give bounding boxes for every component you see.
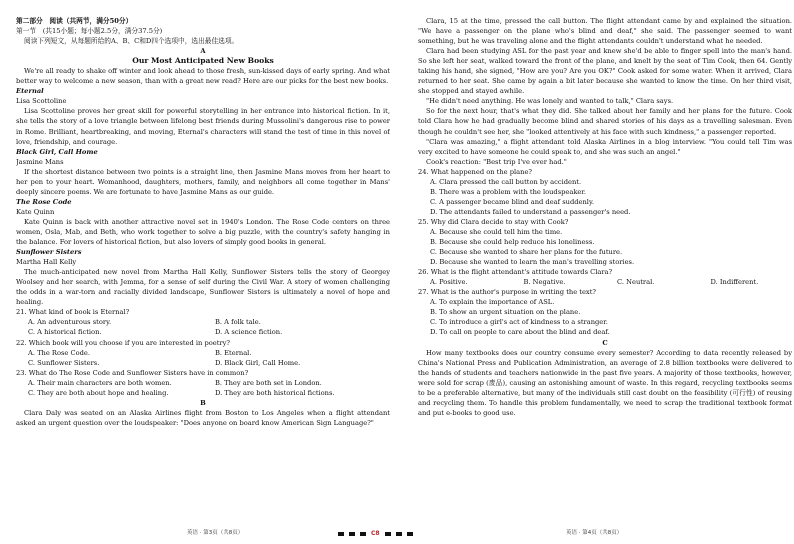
square-mark-icon xyxy=(360,532,366,536)
option: A. Clara pressed the call button by accident. xyxy=(430,177,582,186)
passage-c-text: How many textbooks does our country consume every semester? According to data recently released by China's National Press and Publication Administration, an average of 2.8 billion textbooks were delivered to the hands of students and teachers nationwide in the past five years. A majority of those textbooks, however, were sold for scrap (废品), causing an astonishing amount of waste. In this regard, recycling textbooks seems to be a preferable alternative, but many of the individuals still cast doubt on the feasibility (可行性) of reusing and recycling them. To handle this problem fundamentally, we need to scrap the traditional textbook format and put e-books to good use. xyxy=(418,348,792,417)
paragraph: Clara, 15 at the time, pressed the call button. The flight attendant came by and explained the situation. "We have a passenger on the plane who's blind and deaf," she said. The passenger seemed to want something, but he was traveling alone and the flight attendants couldn't understand what he needed. xyxy=(418,17,792,46)
option: D. Black Girl, Call Home. xyxy=(215,358,301,367)
part-header: 第二部分 阅读（共两节，满分50分） xyxy=(16,17,133,25)
option: C. A passenger became blind and deaf suddenly. xyxy=(430,197,594,206)
options-row xyxy=(16,388,390,398)
book-description: Kate Quinn is back with another attractive novel set in 1940's London. The Rose Code centers on three women, Osla, Mab, and Beth, who work together to solve a big puzzle, with the country's safety hanging in the balance. For lovers of historical fiction, but also lovers of simply good books in general. xyxy=(16,217,390,247)
option: A. Their main characters are both women. xyxy=(28,378,172,387)
passage-b-text: Clara Daly was seated on an Alaska Airlines flight from Boston to Los Angeles when a flight attendant asked an urgent question over the loudspeaker: "Does anyone on board know American Sign Language?" xyxy=(16,408,390,427)
option: A. To explain the importance of ASL. xyxy=(430,298,555,307)
options-row xyxy=(16,317,390,327)
right-page xyxy=(418,0,792,544)
paragraph: Clara had been studying ASL for the past year and knew she'd be able to finger spell into the man's hand. So she left her seat, walked toward the front of the plane, and knelt by the seat of Tim Cook, then 64. Gently taking his hand, she signed, "How are you? Are you OK?" Cook asked for some water. When it arrived, Clara returned to her seat. She came by again a bit later because she wanted to know the time. On her third visit, she stopped and stayed awhile. xyxy=(418,47,792,96)
option: B. A folk tale. xyxy=(215,318,261,327)
question-23: 23. What do The Rose Code and Sunflower Sisters have in common? xyxy=(16,368,249,377)
option: D. The attendants failed to understand a passenger's need. xyxy=(430,207,631,216)
option: A. Because she could tell him the time. xyxy=(430,227,563,236)
options-row xyxy=(16,327,390,337)
passage-a-intro: We're all ready to shake off winter and look ahead to those fresh, sun-kissed days of early spring. And what better way to welcome a new season, than with a great new read? Here are our picks for the best new books. xyxy=(16,67,390,86)
page-footer-left: 英语 · 第3页（共8页） xyxy=(187,530,244,536)
option: B. Negative. xyxy=(523,278,566,287)
instruction: 阅读下列短文，从每题所给的A、B、C和D四个选项中，选出最佳选项。 xyxy=(24,37,239,46)
option: B. To show an urgent situation on the plane. xyxy=(430,308,581,317)
page-center-marker xyxy=(338,530,413,537)
option: A. Positive. xyxy=(430,278,468,287)
passage-letter-a: A xyxy=(200,47,206,56)
option: B. They are both set in London. xyxy=(215,378,322,387)
option: D. Because she wanted to learn the man's travelling stories. xyxy=(430,258,635,267)
book-description: If the shortest distance between two points is a straight line, then Jasmine Mans moves from her heart to her pen to your heart. Womanhood, daughters, mothers, family, and neighbors all come together in Mans' deeply sincere poems. We are fortunate to have Jasmine Mans as our guide. xyxy=(16,167,390,196)
left-page xyxy=(16,0,390,544)
square-mark-icon xyxy=(407,532,413,536)
option: A. The Rose Code. xyxy=(28,348,91,357)
option: B. Because she could help reduce his loneliness. xyxy=(430,238,595,247)
option: B. Eternal. xyxy=(215,348,252,357)
option: C. Sunflower Sisters. xyxy=(28,358,100,367)
square-mark-icon xyxy=(349,532,355,536)
book-author: Jasmine Mans xyxy=(16,157,64,166)
question-22: 22. Which book will you choose if you are interested in poetry? xyxy=(16,338,230,347)
book-title: The Rose Code xyxy=(16,197,72,206)
question-25: 25. Why did Clara decide to stay with Cook? xyxy=(418,217,569,226)
book-title: Eternal xyxy=(16,87,44,96)
options-row xyxy=(16,358,390,368)
option: C. To introduce a girl's act of kindness to a stranger. xyxy=(430,318,608,327)
book-author: Lisa Scottoline xyxy=(16,97,67,106)
paragraph: "He didn't need anything. He was lonely and wanted to talk," Clara says. xyxy=(426,97,674,106)
square-mark-icon xyxy=(385,532,391,536)
option: D. To call on people to care about the blind and deaf. xyxy=(430,328,610,337)
question-26: 26. What is the flight attendant's attitude towards Clara? xyxy=(418,268,613,277)
paragraph: "Clara was amazing," a flight attendant told Alaska Airlines in a blog interview. "You could tell Tim was very excited to have someone he could speak to, and she was such an angel." xyxy=(418,137,792,156)
print-code: C8 xyxy=(371,530,380,537)
book-title: Black Girl, Call Home xyxy=(16,147,98,156)
option: C. Neutral. xyxy=(617,278,655,287)
square-mark-icon xyxy=(396,532,402,536)
option: A. An adventurous story. xyxy=(28,318,112,327)
book-description: Lisa Scottoline proves her great skill for powerful storytelling in her entrance into historical fiction. In it, she tells the story of a love triangle between lifelong best friends during Mussolini's dangerous rise to power in Rome. Brilliant, heartbreaking, and moving, Eternal's characters will stand the test of time in this novel of love, friendship, and courage. xyxy=(16,107,390,146)
passage-a-title: Our Most Anticipated New Books xyxy=(132,56,274,66)
page-footer-right: 英语 · 第4页（共8页） xyxy=(566,530,623,536)
book-author: Kate Quinn xyxy=(16,207,55,216)
option: D. Indifferent. xyxy=(710,278,759,287)
passage-letter-c: C xyxy=(602,338,608,347)
book-author: Martha Hall Kelly xyxy=(16,258,77,267)
book-title: Sunflower Sisters xyxy=(16,248,82,257)
paragraph: So for the next hour, that's what they did. She talked about her family and her plans for the future. Cook told Clara how he had gradually become blind and shared stories of his days as a travelling salesman. Even though he couldn't see her, she "looked attentively at his face with such kindness," a passenger reported. xyxy=(418,107,792,136)
question-27: 27. What is the author's purpose in writing the text? xyxy=(418,288,596,297)
question-21: 21. What kind of book is Eternal? xyxy=(16,308,130,317)
option: C. A historical fiction. xyxy=(28,328,102,337)
option: D. They are both historical fictions. xyxy=(215,388,335,397)
option: C. They are both about hope and healing. xyxy=(28,388,169,397)
question-24: 24. What happened on the plane? xyxy=(418,167,533,176)
square-mark-icon xyxy=(338,532,344,536)
paragraph: Cook's reaction: "Best trip I've ever had." xyxy=(426,157,567,166)
options-row xyxy=(418,277,792,287)
passage-letter-b: B xyxy=(200,398,206,407)
options-row xyxy=(16,348,390,358)
option: C. Because she wanted to share her plans for the future. xyxy=(430,248,623,257)
options-row xyxy=(16,378,390,388)
option: D. A science fiction. xyxy=(215,328,283,337)
section-header: 第一节 (共15小题；每小题2.5分，满分37.5分) xyxy=(16,27,163,36)
option: B. There was a problem with the loudspeaker. xyxy=(430,187,586,196)
book-description: The much-anticipated new novel from Martha Hall Kelly, Sunflower Sisters tells the story of Georgey Woolsey and her search, with Jemma, for a sense of self during the Civil War. A story of women challenging the odds in a war-torn and racially divided landscape, Sunflower Sisters is ultimately a novel of hope and healing. xyxy=(16,268,390,307)
